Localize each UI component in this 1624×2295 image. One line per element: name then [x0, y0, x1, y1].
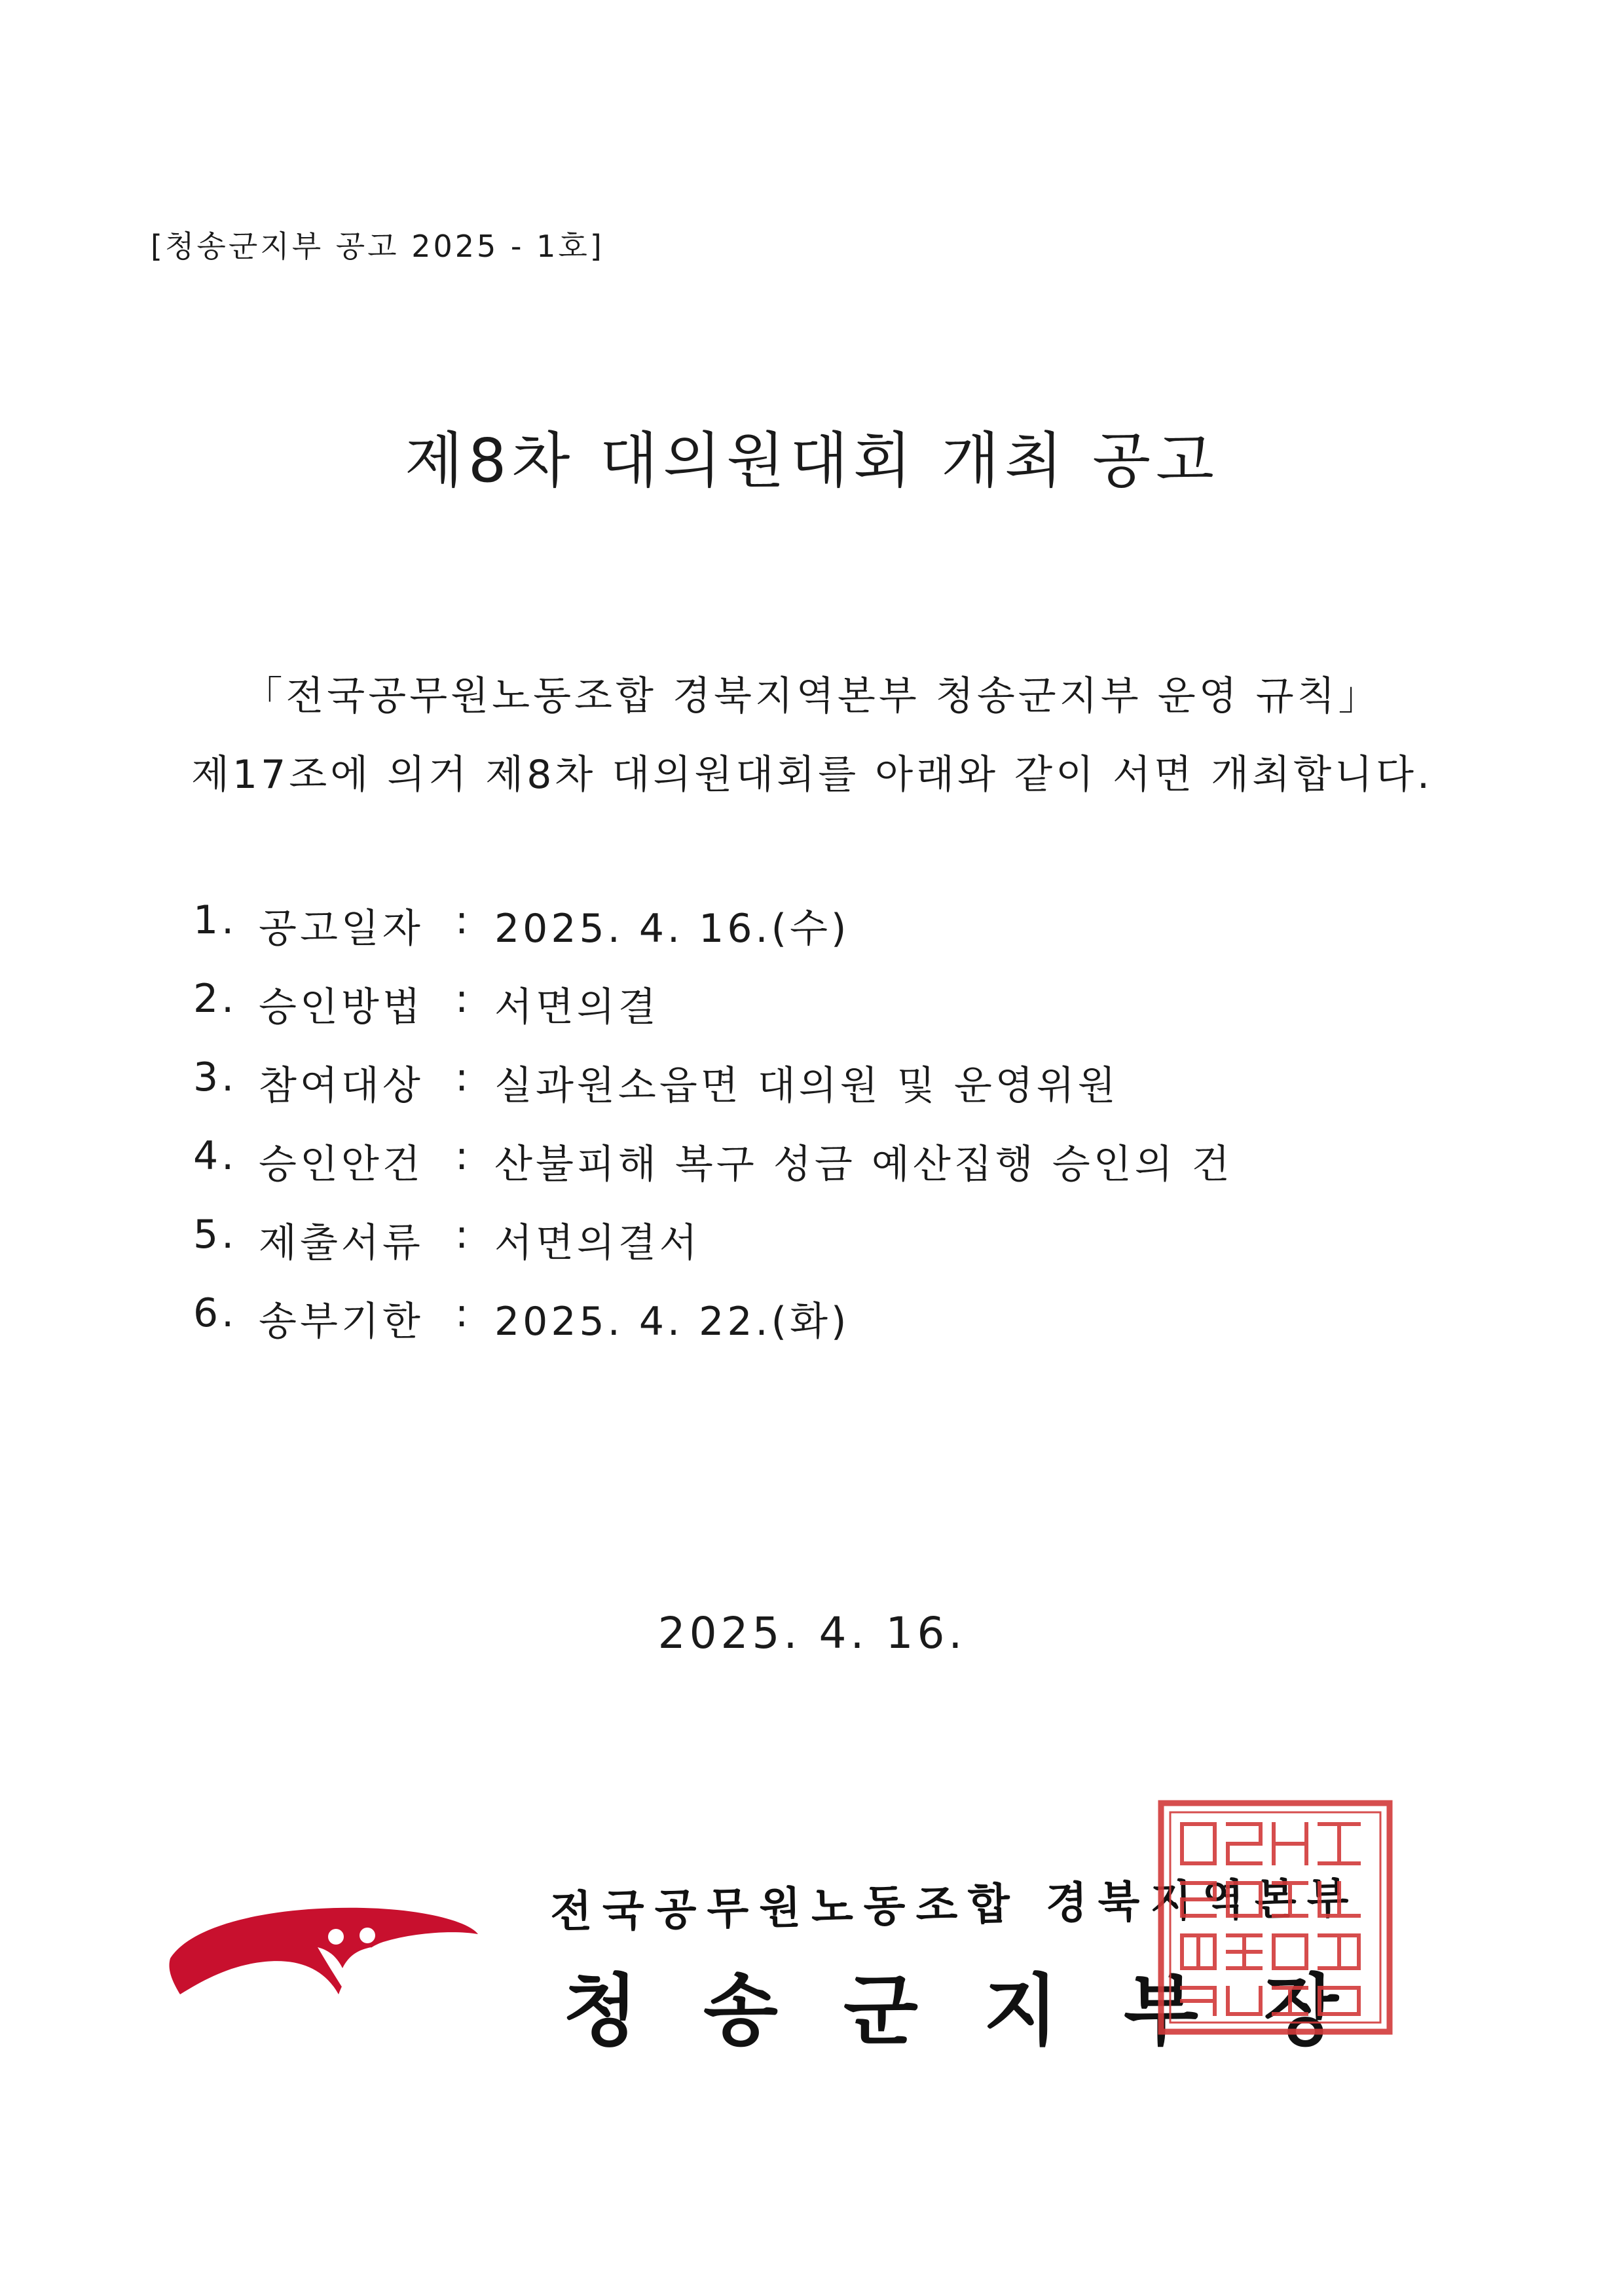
document-title: 제8차 대의원대회 개최 공고: [405, 426, 1219, 496]
item-value: 서면의결서: [494, 1220, 701, 1266]
item-label: 승인방법: [259, 984, 424, 1030]
item-colon: :: [455, 1212, 472, 1258]
document-number: [청송군지부 공고 2025 - 1호]: [151, 229, 604, 264]
list-item: [193, 1133, 1233, 1212]
item-number: 1.: [193, 897, 238, 943]
signature-organization: 전국공무원노동조합 경북지역본부: [549, 1872, 1360, 1937]
item-value: 2025. 4. 22.(화): [494, 1299, 850, 1345]
item-value: 실과원소읍면 대의원 및 운영위원: [494, 1063, 1119, 1109]
signature-title: 청송군지부장: [563, 1965, 1404, 2056]
item-label: 참여대상: [259, 1063, 424, 1109]
item-number: 2.: [193, 976, 238, 1022]
item-number: 6.: [193, 1290, 238, 1336]
list-item: [193, 976, 1233, 1054]
item-colon: :: [455, 1290, 472, 1336]
union-logo-icon: [167, 1896, 481, 2007]
item-colon: :: [455, 897, 472, 943]
item-number: 5.: [193, 1212, 238, 1258]
list-item: [193, 1054, 1233, 1133]
item-label: 승인안건: [259, 1142, 424, 1187]
list-item: [193, 1290, 1233, 1369]
item-label: 공고일자: [259, 906, 424, 952]
item-number: 3.: [193, 1054, 238, 1100]
item-label: 제출서류: [259, 1220, 424, 1266]
item-value: 산불피해 복구 성금 예산집행 승인의 건: [494, 1142, 1233, 1187]
intro-line-1: 「전국공무원노동조합 경북지역본부 청송군지부 운영 규칙」: [243, 673, 1381, 719]
announcement-items: [193, 897, 1233, 1369]
intro-line-2: 제17조에 의거 제8차 대의원대회를 아래와 같이 서면 개최합니다.: [191, 752, 1433, 798]
list-item: [193, 897, 1233, 976]
item-value: 서면의결: [494, 984, 659, 1030]
issue-date: 2025. 4. 16.: [657, 1608, 967, 1658]
item-number: 4.: [193, 1133, 238, 1179]
item-label: 송부기한: [259, 1299, 424, 1345]
official-seal-icon: [1156, 1798, 1395, 2037]
item-colon: :: [455, 976, 472, 1022]
item-colon: :: [455, 1054, 472, 1100]
item-colon: :: [455, 1133, 472, 1179]
list-item: [193, 1212, 1233, 1290]
item-value: 2025. 4. 16.(수): [494, 906, 850, 952]
